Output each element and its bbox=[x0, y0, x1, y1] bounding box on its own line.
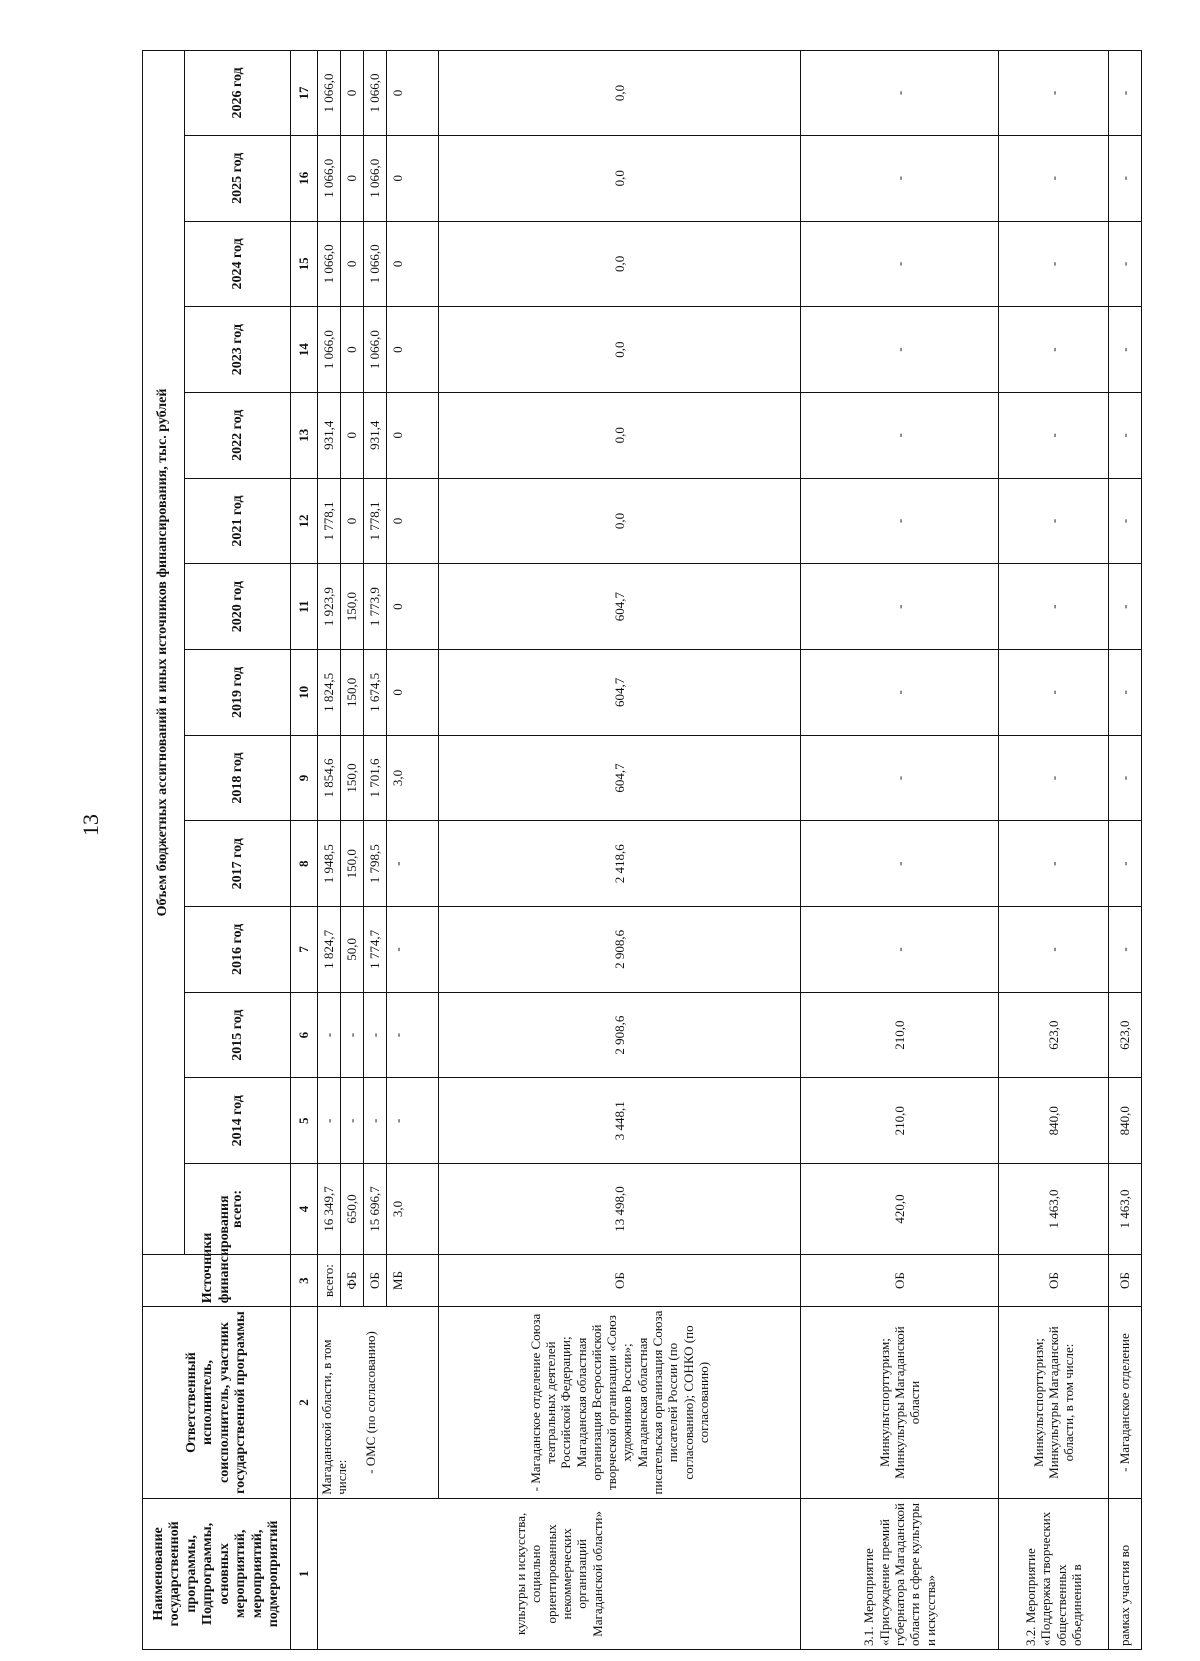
cell-value: 931,4 bbox=[318, 393, 341, 478]
cell-value: - bbox=[801, 51, 999, 136]
cell-value: 13 498,0 bbox=[438, 1164, 801, 1255]
budget-table bbox=[142, 50, 1142, 1650]
header-year: 2014 год bbox=[185, 1078, 291, 1164]
cell-value: 840,0 bbox=[999, 1078, 1109, 1164]
col-number: 16 bbox=[291, 135, 317, 221]
cell-value: - bbox=[801, 907, 999, 993]
cell-value: - bbox=[1108, 221, 1141, 307]
cell-value: 604,7 bbox=[438, 564, 801, 650]
source-label: ОБ bbox=[364, 1255, 387, 1306]
col-number: 9 bbox=[291, 735, 317, 821]
cell-value: 420,0 bbox=[801, 1164, 999, 1255]
cell-value: 1 854,6 bbox=[318, 736, 341, 821]
row-c-executor: Минкультспорттуризм; Минкультуры Магаданской области, в том числе: bbox=[999, 1307, 1109, 1499]
cell-value: 150,0 bbox=[341, 821, 364, 906]
cell-value: 1 066,0 bbox=[318, 307, 341, 392]
col-number: 13 bbox=[291, 392, 317, 478]
cell-value: 0 bbox=[341, 307, 364, 392]
row-d-executor: - Магаданское отделение bbox=[1108, 1307, 1141, 1499]
cell-value: - bbox=[801, 307, 999, 393]
cell-value: - bbox=[999, 821, 1109, 907]
row-a-col bbox=[317, 821, 438, 907]
cell-value: - bbox=[801, 392, 999, 478]
cell-value: 1 824,7 bbox=[318, 907, 341, 992]
cell-value: - bbox=[389, 1118, 405, 1123]
cell-value: 604,7 bbox=[438, 650, 801, 736]
cell-value: 3 448,1 bbox=[438, 1078, 801, 1164]
col-number: 2 bbox=[291, 1307, 317, 1499]
cell-value: 0,0 bbox=[438, 478, 801, 564]
cell-value: 15 696,7 bbox=[364, 1164, 387, 1254]
row-d-source: ОБ bbox=[1108, 1254, 1141, 1306]
cell-value: 3,0 bbox=[389, 769, 405, 787]
cell-value: 16 349,7 bbox=[318, 1164, 341, 1254]
cell-value: 1 948,5 bbox=[318, 821, 341, 906]
cell-value: - bbox=[801, 650, 999, 736]
cell-value: 150,0 bbox=[341, 650, 364, 735]
cell-value: - bbox=[999, 735, 1109, 821]
cell-value: - bbox=[1108, 392, 1141, 478]
header-year: 2022 год bbox=[185, 392, 291, 478]
row-a-col bbox=[317, 1078, 438, 1164]
row-a-col bbox=[317, 564, 438, 650]
cell-value: 0,0 bbox=[438, 307, 801, 393]
cell-value: - bbox=[389, 1032, 405, 1038]
cell-value: - bbox=[1108, 564, 1141, 650]
cell-value: 1 066,0 bbox=[318, 222, 341, 307]
col-number: 6 bbox=[291, 992, 317, 1078]
cell-value: - bbox=[341, 993, 364, 1078]
cell-value: 1 463,0 bbox=[1108, 1164, 1141, 1255]
col-number: 14 bbox=[291, 307, 317, 393]
cell-value: - bbox=[389, 947, 405, 952]
row-a-col bbox=[317, 992, 438, 1078]
cell-value: - bbox=[389, 861, 405, 866]
col-number: 1 bbox=[291, 1498, 317, 1649]
cell-value: 3,0 bbox=[389, 1200, 405, 1218]
row-a-executor-list: - Магаданское отделение Союза театральных деятелей Российской Федерации; Магаданская областная организация Всероссийской творческой организации «Союз художников России»; Магаданская областная писательская организация Союза писателей России (по согласованию); СОНКО (по согласованию) bbox=[438, 1307, 801, 1499]
row-c-name: 3.2. Мероприятие «Поддержка творческих общественных объединений в bbox=[999, 1498, 1109, 1649]
cell-value: 2 418,6 bbox=[438, 821, 801, 907]
col-number: 15 bbox=[291, 221, 317, 307]
cell-value: - bbox=[999, 135, 1109, 221]
cell-value: 604,7 bbox=[438, 735, 801, 821]
cell-value: - bbox=[318, 993, 341, 1078]
cell-value: 1 774,7 bbox=[364, 907, 387, 992]
cell-value: 50,0 bbox=[341, 907, 364, 992]
cell-value: - bbox=[318, 1078, 341, 1163]
row-b-source: ОБ bbox=[801, 1254, 999, 1306]
cell-value: - bbox=[1108, 650, 1141, 736]
cell-value: - bbox=[999, 307, 1109, 393]
cell-value: 0 bbox=[389, 603, 405, 610]
cell-value: 0 bbox=[341, 136, 364, 221]
cell-value: - bbox=[1108, 821, 1141, 907]
cell-value: 1 824,5 bbox=[318, 650, 341, 735]
cell-value: 1 066,0 bbox=[364, 136, 387, 221]
cell-value: - bbox=[801, 735, 999, 821]
cell-value: - bbox=[999, 907, 1109, 993]
cell-value: - bbox=[801, 821, 999, 907]
col-number: 8 bbox=[291, 821, 317, 907]
cell-value: 210,0 bbox=[801, 1078, 999, 1164]
col-number: 17 bbox=[291, 51, 317, 136]
cell-value: 1 066,0 bbox=[364, 51, 387, 135]
header-year: 2024 год bbox=[185, 221, 291, 307]
cell-value: 1 798,5 bbox=[364, 821, 387, 906]
header-year: 2018 год bbox=[185, 735, 291, 821]
header-name: Наименование государственной программы, Подпрограммы, основных мероприятий, мероприятий, подмероприятий bbox=[143, 1498, 291, 1649]
row-a-executor-top-cell bbox=[317, 1307, 438, 1499]
header-year: 2019 год bbox=[185, 650, 291, 736]
cell-value: 1 066,0 bbox=[364, 307, 387, 392]
cell-value: 0,0 bbox=[438, 51, 801, 136]
cell-value: 1 066,0 bbox=[318, 136, 341, 221]
row-a-sources bbox=[317, 1254, 438, 1306]
cell-value: 623,0 bbox=[999, 992, 1109, 1078]
header-year: 2023 год bbox=[185, 307, 291, 393]
cell-value: 0,0 bbox=[438, 392, 801, 478]
header-budget-group: Объем бюджетных ассигнований и иных источников финансирования, тыс. рублей bbox=[143, 51, 185, 1255]
cell-value: 0,0 bbox=[438, 221, 801, 307]
cell-value: - bbox=[999, 478, 1109, 564]
cell-value: 1 674,5 bbox=[364, 650, 387, 735]
cell-value: - bbox=[999, 392, 1109, 478]
cell-value: - bbox=[1108, 135, 1141, 221]
source-label: ФБ bbox=[341, 1255, 364, 1306]
cell-value: - bbox=[1108, 307, 1141, 393]
cell-value: - bbox=[364, 1078, 387, 1163]
cell-value: 931,4 bbox=[364, 393, 387, 478]
cell-value: - bbox=[999, 221, 1109, 307]
header-year: 2025 год bbox=[185, 135, 291, 221]
row-a-executor-top: Магаданской области, в том числе: bbox=[318, 1339, 350, 1495]
row-a-ob-source: ОБ bbox=[438, 1254, 801, 1306]
row-d-name: рамках участия во bbox=[1108, 1498, 1141, 1649]
cell-value: 1 773,9 bbox=[364, 564, 387, 649]
row-a-col bbox=[317, 735, 438, 821]
header-sources: Источники финансирования bbox=[143, 1254, 291, 1306]
row-a-executor-omc: - ОМС (по согласованию) bbox=[363, 1331, 379, 1474]
row-c-source: ОБ bbox=[999, 1254, 1109, 1306]
row-a-col bbox=[317, 650, 438, 736]
cell-value: 0 bbox=[389, 260, 405, 268]
budget-table-sheet bbox=[142, 50, 1142, 1650]
row-a-col bbox=[317, 135, 438, 221]
cell-value: 0 bbox=[389, 174, 405, 182]
col-number: 4 bbox=[291, 1164, 317, 1255]
cell-value: 623,0 bbox=[1108, 992, 1141, 1078]
cell-value: 1 463,0 bbox=[999, 1164, 1109, 1255]
header-year: 2015 год bbox=[185, 992, 291, 1078]
cell-value: 0 bbox=[341, 393, 364, 478]
header-total: всего: bbox=[185, 1164, 291, 1255]
row-a-col bbox=[317, 478, 438, 564]
header-year: 2026 год bbox=[185, 51, 291, 136]
col-number: 11 bbox=[291, 564, 317, 650]
page-number: 13 bbox=[78, 814, 103, 836]
source-label: всего: bbox=[318, 1255, 341, 1306]
cell-value: - bbox=[801, 478, 999, 564]
row-b-executor: Минкультспорттуризм; Минкультуры Магаданской области bbox=[801, 1307, 999, 1499]
row-b-name: 3.1. Мероприятие «Присуждение премий губернатора Магаданской области в сфере культуры и искусства» bbox=[801, 1498, 999, 1649]
cell-value: 0 bbox=[389, 89, 405, 97]
col-number: 7 bbox=[291, 907, 317, 993]
header-year: 2021 год bbox=[185, 478, 291, 564]
row-a-name: культуры и искусства, социально ориентированных некоммерческих организаций Магаданской области» bbox=[317, 1498, 800, 1649]
cell-value: 150,0 bbox=[341, 736, 364, 821]
cell-value: 2 908,6 bbox=[438, 992, 801, 1078]
row-a-col bbox=[317, 221, 438, 307]
cell-value: 0 bbox=[389, 689, 405, 696]
cell-value: 1 778,1 bbox=[364, 479, 387, 564]
cell-value: - bbox=[999, 650, 1109, 736]
row-a-col bbox=[317, 1164, 438, 1255]
cell-value: 1 066,0 bbox=[364, 222, 387, 307]
cell-value: 0 bbox=[389, 432, 405, 439]
cell-value: 0 bbox=[389, 517, 405, 525]
cell-value: - bbox=[801, 135, 999, 221]
header-year: 2020 год bbox=[185, 564, 291, 650]
cell-value: - bbox=[1108, 907, 1141, 993]
cell-value: - bbox=[801, 221, 999, 307]
cell-value: 0 bbox=[341, 51, 364, 135]
cell-value: - bbox=[1108, 735, 1141, 821]
cell-value: 0 bbox=[389, 346, 405, 353]
row-a-col bbox=[317, 307, 438, 393]
cell-value: - bbox=[999, 51, 1109, 136]
row-a-col bbox=[317, 392, 438, 478]
cell-value: 0 bbox=[341, 479, 364, 564]
cell-value: 0 bbox=[341, 222, 364, 307]
cell-value: - bbox=[1108, 478, 1141, 564]
source-label: МБ bbox=[389, 1271, 405, 1291]
row-a-col bbox=[317, 51, 438, 136]
cell-value: 1 066,0 bbox=[318, 51, 341, 135]
cell-value: - bbox=[364, 993, 387, 1078]
cell-value: 1 701,6 bbox=[364, 736, 387, 821]
col-number: 3 bbox=[291, 1254, 317, 1306]
row-a-col bbox=[317, 907, 438, 993]
header-executor: Ответственный исполнитель, соисполнитель, участник государственной программы bbox=[143, 1307, 291, 1499]
cell-value: 650,0 bbox=[341, 1164, 364, 1254]
col-number: 12 bbox=[291, 478, 317, 564]
cell-value: 210,0 bbox=[801, 992, 999, 1078]
cell-value: 0,0 bbox=[438, 135, 801, 221]
cell-value: - bbox=[341, 1078, 364, 1163]
cell-value: 150,0 bbox=[341, 564, 364, 649]
col-number: 10 bbox=[291, 650, 317, 736]
col-number: 5 bbox=[291, 1078, 317, 1164]
cell-value: - bbox=[801, 564, 999, 650]
cell-value: - bbox=[1108, 51, 1141, 136]
header-year: 2016 год bbox=[185, 907, 291, 993]
cell-value: 840,0 bbox=[1108, 1078, 1141, 1164]
cell-value: - bbox=[999, 564, 1109, 650]
cell-value: 1 923,9 bbox=[318, 564, 341, 649]
header-year: 2017 год bbox=[185, 821, 291, 907]
cell-value: 1 778,1 bbox=[318, 479, 341, 564]
cell-value: 2 908,6 bbox=[438, 907, 801, 993]
